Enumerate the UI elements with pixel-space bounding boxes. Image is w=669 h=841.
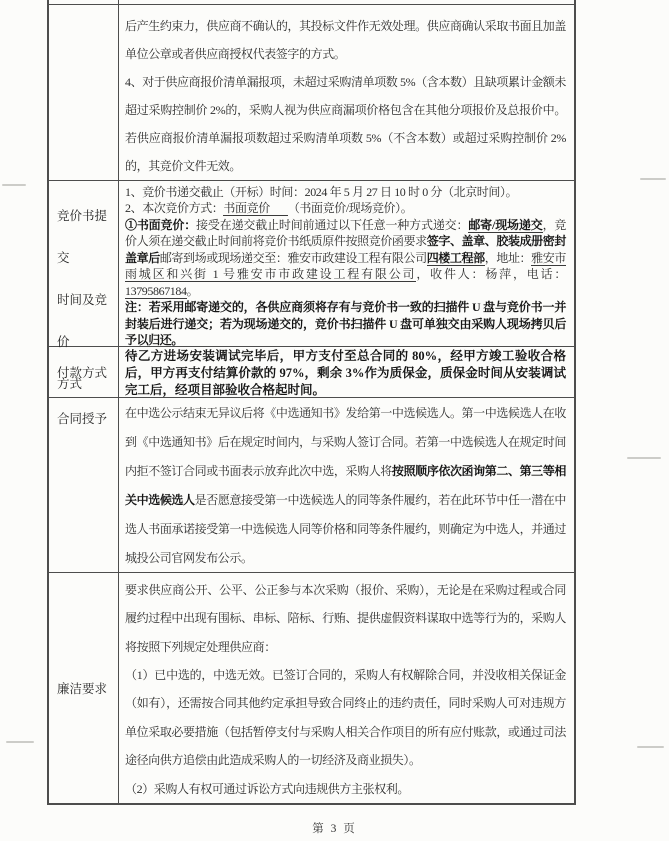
- payment-label-cell: [49, 347, 119, 397]
- payment-terms-paragraph: [125, 348, 566, 399]
- stub-body-cell: [119, 0, 574, 4]
- integrity-label-cell: [49, 573, 119, 803]
- payment-label: 付款方式: [57, 365, 108, 380]
- submission-item2-prefix: 2、本次竞价方式：: [125, 201, 224, 216]
- page-number: 第 3 页: [312, 823, 357, 835]
- submission-method-underlined: 书面竞价: [223, 201, 287, 216]
- phone-number-underlined: 13795867184: [125, 283, 187, 298]
- row-payment-method: [49, 347, 574, 398]
- delivery-text-1: 接受在递交截止时间前通过以下任意一种方式递交：: [196, 217, 469, 232]
- row-contract-award: [49, 398, 574, 573]
- stub-label-cell: [49, 0, 119, 4]
- scan-artifact: [627, 457, 661, 459]
- payment-body-cell: [119, 347, 574, 397]
- scan-artifact: [637, 746, 664, 748]
- delivery-text-6: 。: [186, 283, 199, 298]
- award-body-cell: [119, 398, 574, 572]
- award-text-2: 是否愿意接受第一中选候选人的同等条件履约，若在此环节中任一潜在中选人书面承诺接受第一中选候选人同等价格和同等条件履约，则确定为中选人，并通过城投公司官网发布公示。: [125, 492, 567, 565]
- address-underlined: 雅安市雨城区和兴街 1 号雅安市市政建设工程有限公司: [125, 250, 566, 282]
- award-paragraph: [125, 399, 566, 573]
- continuation-label-cell: [49, 5, 119, 180]
- integrity-label: 廉洁要求: [57, 681, 108, 696]
- award-sequence-bold: 按照顺序依次函询第二、第三等相关中选候选人: [125, 463, 566, 507]
- continuation-body-cell: [119, 5, 574, 180]
- scan-artifact: [640, 178, 666, 180]
- delivery-text-4: ，地址：: [484, 250, 532, 265]
- submission-item2-suffix: （书面竞价/现场竞价）。: [287, 201, 413, 216]
- submission-label-line-2: 时间及竞价: [57, 292, 108, 349]
- continuation-para-2: 4、对于供应商报价清单漏报项，未超过采购清单项数 5%（含本数）且缺项累计金额未超过采购控制价 2%的，采购人视为供应商漏项价格包含在其他分项报价及总报价中。若供应商报价清单漏报项数超过采购清单项数 5%（不含本数）或超过采购控制价 2%的，其竞价文件无效。: [125, 74, 566, 173]
- integrity-body-cell: [119, 573, 574, 803]
- award-text-1: 在中选公示结束无异议后将《中选通知书》发给第一中选候选人。第一中选候选人在收到《中选通知书》后在规定时间内，与采购人签订合同。若第一中选候选人在规定时间内拒不签订合同或书面表示放弃此次中选，采购人将: [125, 405, 566, 478]
- submission-delivery-paragraph: [125, 217, 566, 300]
- delivery-methods-underlined: 邮寄/现场递交: [468, 217, 543, 232]
- written-bid-head: ①书面竞价：: [125, 217, 197, 232]
- department-underlined: 四楼工程部: [426, 250, 485, 265]
- payment-terms-bold: 待乙方进场安装调试完毕后，甲方支付至总合同的 80%，经甲方竣工验收合格后，甲方再支付结算价款的 97%，剩余 3%作为质保金，质保金时间从安装调试完工后，经项目部验收合格起时间。: [125, 348, 566, 397]
- submission-item-1: 1、竞价书递交截止（开标）时间：2024 年 5 月 27 日 10 时 0 分（北京时间）。: [125, 184, 518, 199]
- submission-note-bold: 注：若采用邮寄递交的，各供应商须将存有与竞价书一致的扫描件 U 盘与竞价书一并封装后进行递交；若为现场递交的，竞价书扫描件 U 盘可单独交由采购人现场拷贝后予以归还。: [125, 300, 566, 348]
- row-integrity-requirements: [49, 573, 574, 803]
- integrity-para-2: （1）已中选的，中选无效。已签订合同的，采购人有权解除合同，并没收相关保证金（如有），还需按合同其他约定承担导致合同终止的违约责任，同时采购人可对违规方单位采取必要措施（包括暂停支付与采购人相关合作项目的所有应付账款，或通过司法途径向供方追偿由此造成采购人的一切经济及商业损失）。: [125, 667, 566, 768]
- integrity-para-1: 要求供应商公开、公平、公正参与本次采购（报价、采购），无论是在采购过程或合同履约过程中出现有围标、串标、陪标、行贿、提供虚假资料谋取中选等行为的，采购人将按照下列规定处理供应商：: [125, 582, 566, 654]
- delivery-text-2: ，竞价人须在递交截止时间前将竞价书纸质原件按照竞价函要求: [125, 217, 567, 249]
- submission-item-2: [125, 200, 566, 217]
- submission-label-line-3: 方式: [57, 376, 83, 391]
- submission-body-cell: [119, 181, 574, 346]
- continuation-para-1: 后产生约束力，供应商不确认的，其投标文件作无效处理。供应商确认采取书面且加盖单位公章或者供应商授权代表签字的方式。: [125, 18, 566, 61]
- submission-label-line-1: 竞价书提交: [57, 208, 108, 265]
- integrity-para-3: （2）采购人有权可通过诉讼方式向违规供方主张权利。: [125, 781, 410, 796]
- award-label: 合同授予: [57, 411, 108, 426]
- binding-requirements-bold: 签字、盖章、胶装成册密封盖章后: [125, 234, 566, 265]
- bidding-terms-table: [47, 0, 576, 805]
- delivery-text-5: ，收件人：杨萍，电话：: [416, 267, 566, 282]
- delivery-text-3: 邮寄到场或现场递交至：雅安市政建设工程有限公司: [159, 250, 427, 265]
- row-continuation: [49, 5, 574, 181]
- scan-artifact: [2, 184, 26, 186]
- scan-artifact: [6, 741, 34, 743]
- award-label-cell: [49, 398, 119, 572]
- submission-note: [125, 299, 566, 349]
